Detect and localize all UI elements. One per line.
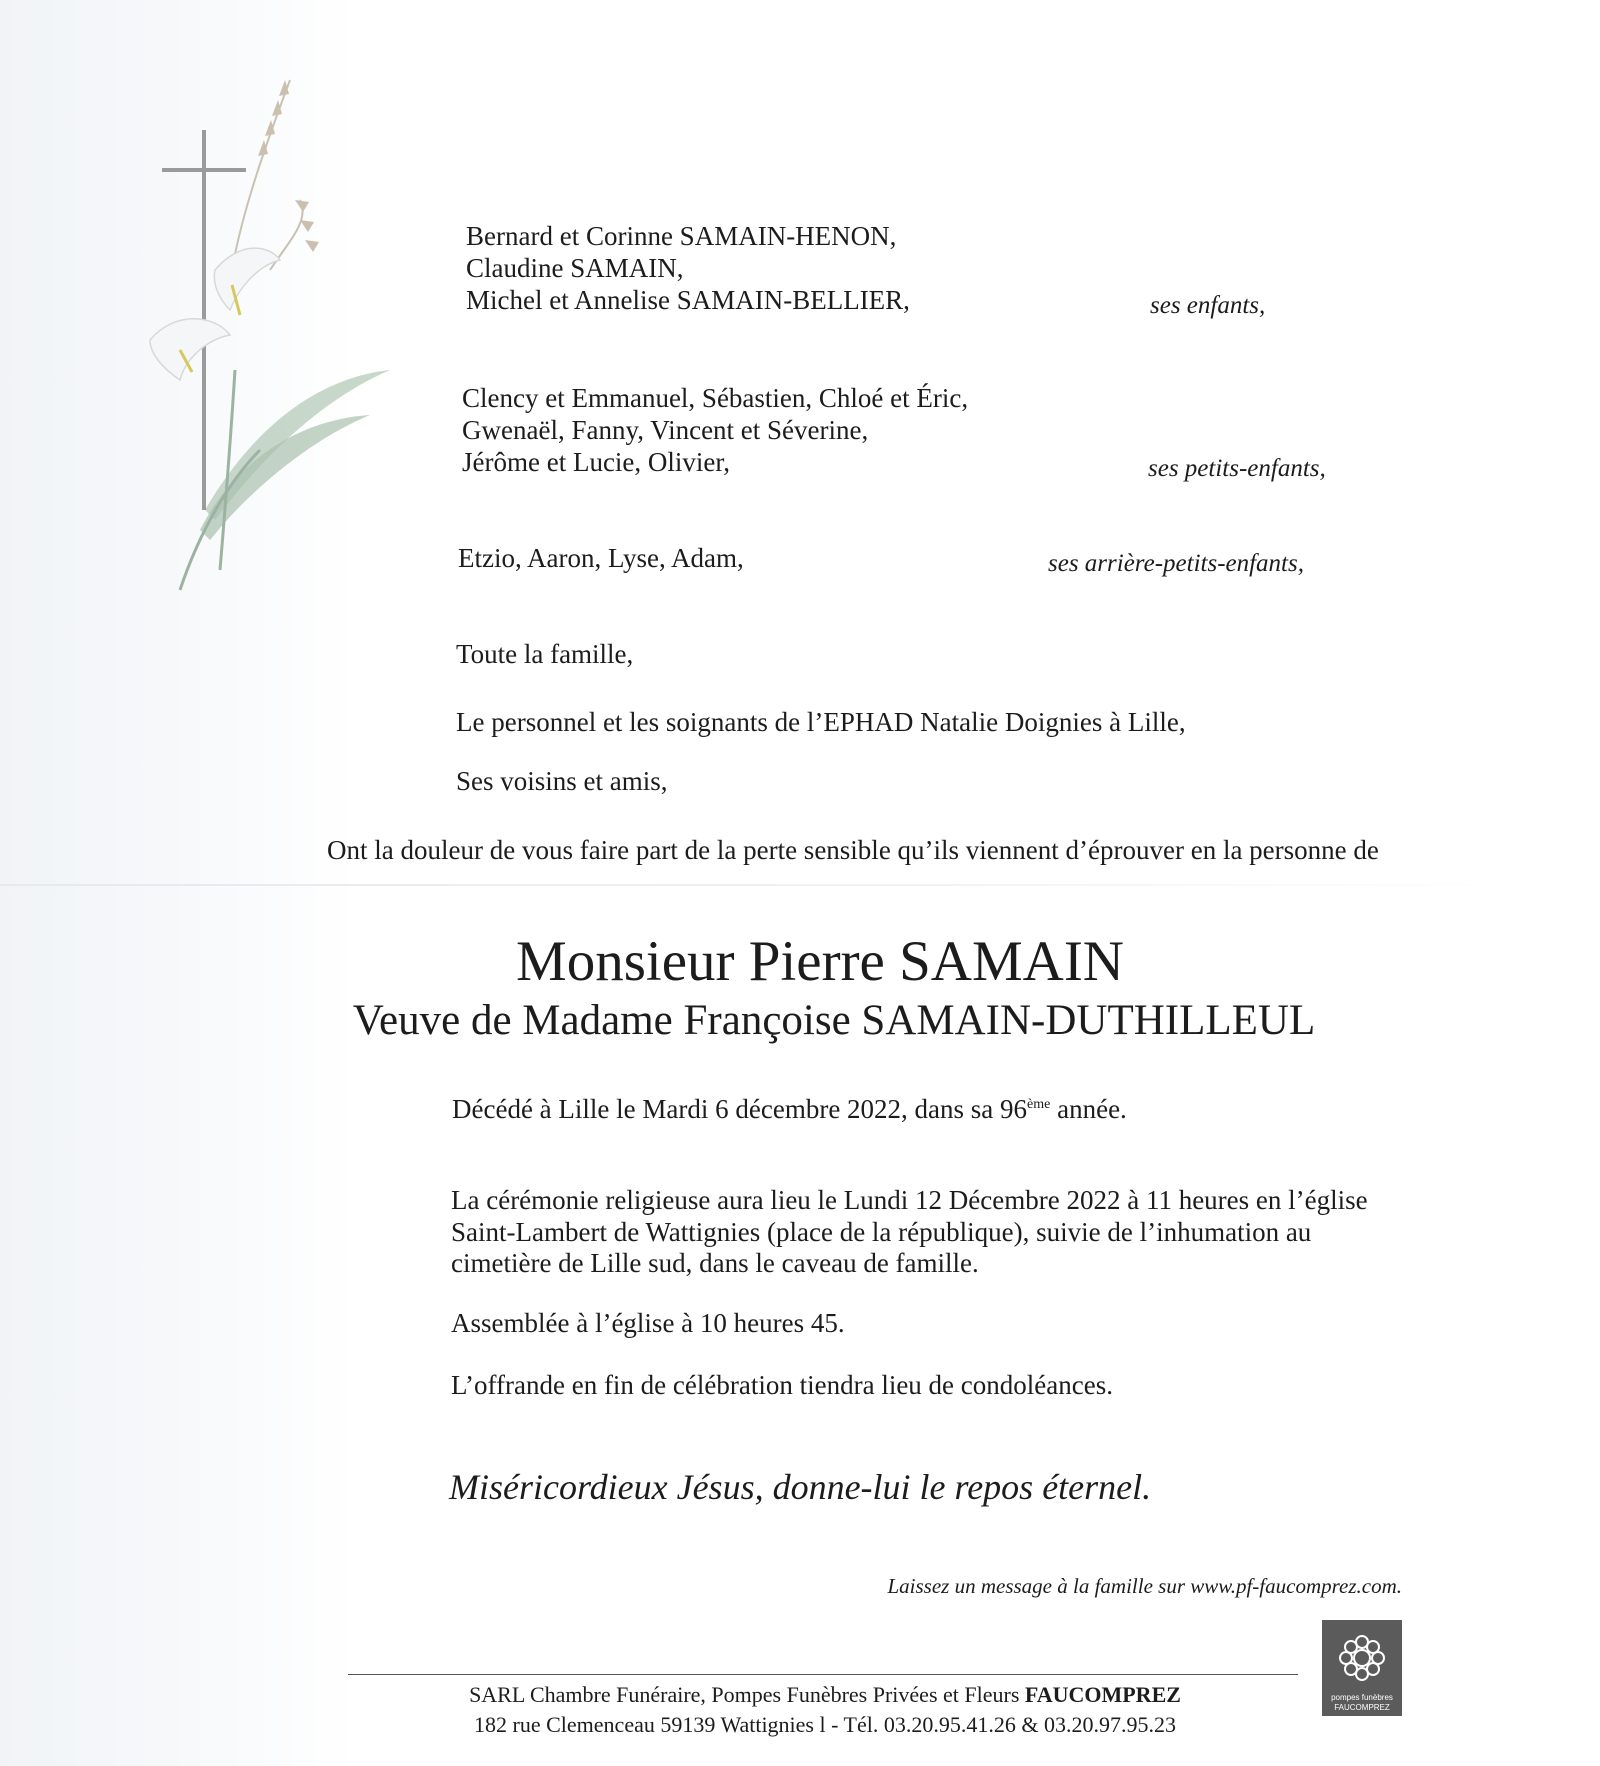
message-note: Laissez un message à la famille sur www.pf-faucomprez.com. xyxy=(887,1574,1402,1598)
rosette-icon xyxy=(1332,1628,1392,1688)
death-notice-sup: ème xyxy=(1027,1097,1051,1112)
great-grandchildren-relation: ses arrière-petits-enfants, xyxy=(1048,550,1304,577)
children-line-2: Claudine SAMAIN, xyxy=(466,253,684,283)
children-line-3: Michel et Annelise SAMAIN-BELLIER, xyxy=(466,285,910,315)
grandchildren-line-2: Gwenaël, Fanny, Vincent et Séverine, xyxy=(462,415,869,445)
children-line-1: Bernard et Corinne SAMAIN-HENON, xyxy=(466,221,897,251)
grandchildren-line-3: Jérôme et Lucie, Olivier, xyxy=(462,447,731,477)
assembly-time: Assemblée à l’église à 10 heures 45. xyxy=(451,1308,845,1338)
deceased-subtitle: Veuve de Madame Françoise SAMAIN-DUTHILLEUL xyxy=(352,997,1316,1044)
footer-company-name: FAUCOMPREZ xyxy=(1024,1682,1181,1707)
faucomprez-logo xyxy=(1322,1620,1402,1716)
footer-address: 182 rue Clemenceau 59139 Wattignies l - Tél. 03.20.95.41.26 & 03.20.97.95.23 xyxy=(474,1712,1176,1737)
children-relation: ses enfants, xyxy=(1150,292,1266,319)
mourner-staff: Le personnel et les soignants de l’EPHAD Natalie Doignies à Lille, xyxy=(456,707,1186,737)
ceremony-line-3: cimetière de Lille sud, dans le caveau de famille. xyxy=(451,1248,979,1278)
death-notice-end: année. xyxy=(1050,1094,1127,1124)
prayer: Miséricordieux Jésus, donne-lui le repos éternel. xyxy=(449,1467,1152,1507)
death-notice-text: Décédé à Lille le Mardi 6 décembre 2022, dans sa 96 xyxy=(452,1094,1028,1124)
grandchildren-relation: ses petits-enfants, xyxy=(1148,455,1326,482)
mourner-family: Toute la famille, xyxy=(456,639,634,669)
ceremony-line-1: La cérémonie religieuse aura lieu le Lundi 12 Décembre 2022 à 11 heures en l’église xyxy=(451,1185,1368,1215)
logo-line-2: FAUCOMPREZ xyxy=(1334,1703,1390,1712)
announcement: Ont la douleur de vous faire part de la perte sensible qu’ils viennent d’éprouver en la personne de xyxy=(327,835,1379,865)
footer-rule xyxy=(348,1674,1298,1675)
mourner-neighbours: Ses voisins et amis, xyxy=(456,766,668,796)
offering-note: L’offrande en fin de célébration tiendra lieu de condoléances. xyxy=(451,1370,1113,1400)
fold-line xyxy=(0,884,1540,886)
death-notice xyxy=(452,1093,1127,1125)
grandchildren-line-1: Clency et Emmanuel, Sébastien, Chloé et Éric, xyxy=(462,383,969,413)
deceased-name: Monsieur Pierre SAMAIN xyxy=(516,930,1124,993)
great-grandchildren-line: Etzio, Aaron, Lyse, Adam, xyxy=(458,543,744,573)
footer-company-prefix: SARL Chambre Funéraire, Pompes Funèbres Privées et Fleurs xyxy=(469,1682,1025,1707)
ceremony-line-2: Saint-Lambert de Wattignies (place de la république), suivie de l’inhumation au xyxy=(451,1217,1312,1247)
cross-lily-illustration xyxy=(120,70,420,600)
footer-company xyxy=(350,1680,1300,1710)
logo-line-1: pompes funèbres xyxy=(1331,1693,1393,1702)
